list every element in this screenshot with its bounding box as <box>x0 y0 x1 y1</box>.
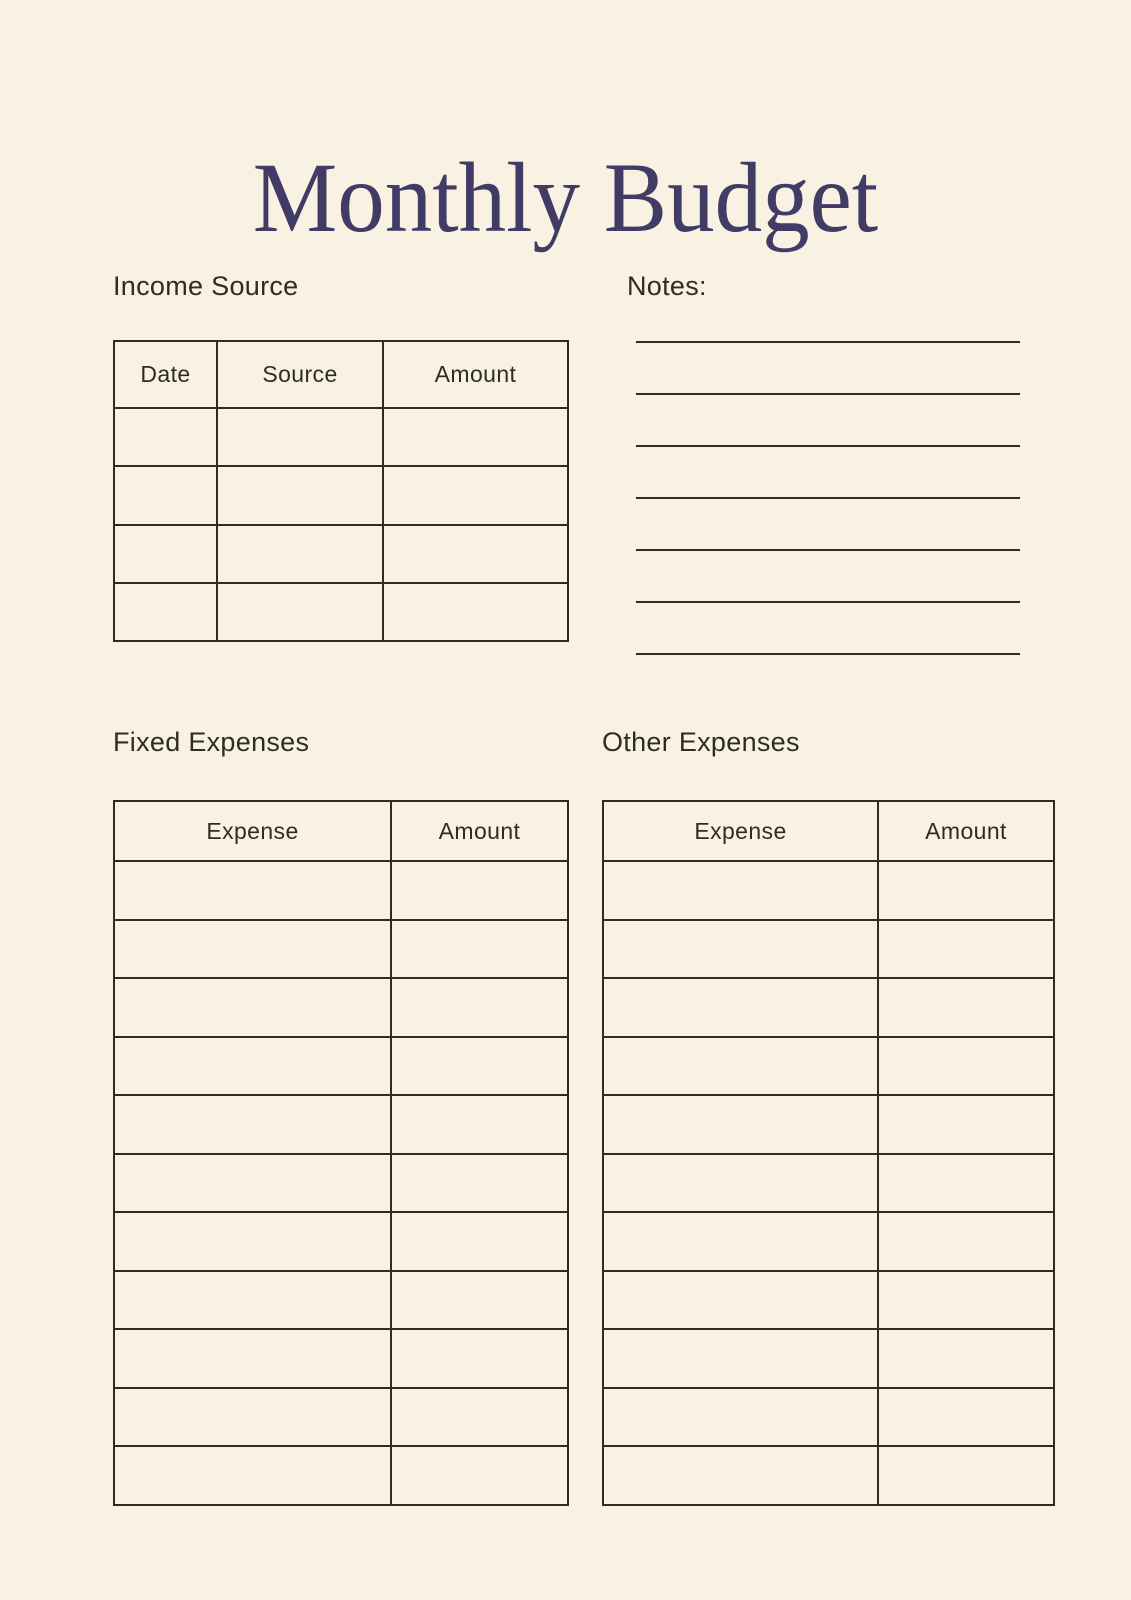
table-cell <box>603 1446 878 1505</box>
income-source-table <box>113 340 569 642</box>
table-cell <box>114 861 391 920</box>
table-cell <box>114 920 391 979</box>
table-row <box>114 1329 568 1388</box>
table-row <box>114 1212 568 1271</box>
table-cell <box>391 978 568 1037</box>
header-row <box>603 801 1054 861</box>
table-cell <box>114 1271 391 1330</box>
table-row <box>114 1388 568 1447</box>
table-cell <box>217 408 383 466</box>
header-row <box>114 341 568 408</box>
table-cell <box>391 1154 568 1213</box>
table-row <box>603 1154 1054 1213</box>
table-row <box>114 920 568 979</box>
table-cell <box>114 1095 391 1154</box>
table-cell <box>114 978 391 1037</box>
column-header: Date <box>114 341 217 408</box>
table-cell <box>217 583 383 641</box>
table-cell <box>391 1329 568 1388</box>
other-expenses-heading: Other Expenses <box>602 727 800 757</box>
note-line <box>636 499 1020 551</box>
table-row <box>603 861 1054 920</box>
table-cell <box>114 1212 391 1271</box>
header-row <box>114 801 568 861</box>
page-title: Monthly Budget <box>252 142 879 253</box>
note-line <box>636 395 1020 447</box>
column-header: Source <box>217 341 383 408</box>
table-cell <box>878 1037 1054 1096</box>
table-cell <box>391 1095 568 1154</box>
table-cell <box>878 1388 1054 1447</box>
table-row <box>603 1271 1054 1330</box>
table-cell <box>114 583 217 641</box>
table-row <box>114 861 568 920</box>
table-cell <box>878 1329 1054 1388</box>
table-row <box>603 1037 1054 1096</box>
table-row <box>603 1388 1054 1447</box>
table-row <box>114 1095 568 1154</box>
table-cell <box>114 1446 391 1505</box>
table-cell <box>114 466 217 524</box>
table-row <box>603 1212 1054 1271</box>
income-source-heading: Income Source <box>113 271 299 301</box>
table-cell <box>878 920 1054 979</box>
table-cell <box>114 525 217 583</box>
table-row <box>114 1154 568 1213</box>
table-cell <box>878 978 1054 1037</box>
table-cell <box>383 583 568 641</box>
other-expenses-table <box>602 800 1055 1506</box>
table-cell <box>383 408 568 466</box>
note-line <box>636 447 1020 499</box>
table-row <box>603 1329 1054 1388</box>
note-line <box>636 291 1020 343</box>
table-cell <box>603 1212 878 1271</box>
table-row <box>114 1446 568 1505</box>
table-row <box>603 1446 1054 1505</box>
table-cell <box>603 978 878 1037</box>
column-header: Amount <box>383 341 568 408</box>
column-header: Expense <box>603 801 878 861</box>
table-cell <box>114 1388 391 1447</box>
table-row <box>603 920 1054 979</box>
table-cell <box>114 1329 391 1388</box>
table-row <box>114 466 568 524</box>
table-cell <box>878 1271 1054 1330</box>
table-cell <box>603 1329 878 1388</box>
column-header: Amount <box>878 801 1054 861</box>
table-cell <box>878 1446 1054 1505</box>
table-cell <box>391 1388 568 1447</box>
notes-heading: Notes: <box>627 271 707 301</box>
note-line <box>636 551 1020 603</box>
notes-lines <box>636 291 1020 655</box>
table-row <box>114 978 568 1037</box>
table-cell <box>603 1037 878 1096</box>
note-line <box>636 603 1020 655</box>
table-row <box>603 1095 1054 1154</box>
table-row <box>114 1037 568 1096</box>
table-cell <box>878 1154 1054 1213</box>
table-cell <box>114 408 217 466</box>
table-cell <box>383 525 568 583</box>
column-header: Expense <box>114 801 391 861</box>
table-cell <box>383 466 568 524</box>
table-cell <box>391 920 568 979</box>
table-row <box>603 978 1054 1037</box>
table-cell <box>603 861 878 920</box>
table-cell <box>878 861 1054 920</box>
note-line <box>636 343 1020 395</box>
table-cell <box>603 1271 878 1330</box>
table-cell <box>391 1271 568 1330</box>
fixed-expenses-table <box>113 800 569 1506</box>
column-header: Amount <box>391 801 568 861</box>
table-cell <box>391 861 568 920</box>
table-cell <box>114 1037 391 1096</box>
table-cell <box>391 1212 568 1271</box>
table-cell <box>603 920 878 979</box>
table-cell <box>603 1388 878 1447</box>
table-cell <box>878 1095 1054 1154</box>
table-cell <box>391 1037 568 1096</box>
table-cell <box>603 1154 878 1213</box>
table-cell <box>217 466 383 524</box>
table-row <box>114 525 568 583</box>
table-cell <box>878 1212 1054 1271</box>
table-cell <box>114 1154 391 1213</box>
table-cell <box>217 525 383 583</box>
fixed-expenses-heading: Fixed Expenses <box>113 727 310 757</box>
table-row <box>114 408 568 466</box>
table-row <box>114 1271 568 1330</box>
table-cell <box>603 1095 878 1154</box>
table-cell <box>391 1446 568 1505</box>
table-row <box>114 583 568 641</box>
